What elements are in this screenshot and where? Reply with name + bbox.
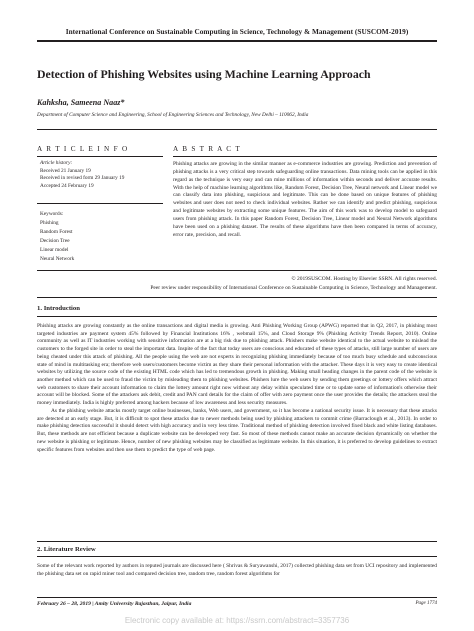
- history-accepted: Accepted 24 February 19: [40, 183, 94, 190]
- abstract-end-rule: [37, 270, 437, 271]
- peer-review-line: Peer review under responsibility of International Conference on Sustainable Computing in Science, Technology and Management.: [150, 285, 437, 291]
- footer-conference: February 26 – 28, 2019 | Amity University Rajasthan, Jaipur, India: [37, 601, 192, 607]
- footer-rule: [37, 597, 437, 598]
- keyword-item: Decision Tree: [40, 238, 70, 244]
- copyright-line: © 2019SUSCOM. Hosting by Elsevier SSRN. All rights reserved.: [291, 276, 437, 282]
- keywords-rule: [37, 203, 163, 204]
- keywords-block: [40, 210, 164, 264]
- page-number: Page 1774: [415, 601, 437, 606]
- conference-header: International Conference on Sustainable Computing in Science, Technology & Management (SUSCOM-2019): [65, 27, 409, 36]
- keyword-item: Phishing: [40, 220, 59, 226]
- introduction-heading-rule: [37, 316, 437, 317]
- intro-paragraph-1: Phishing attacks are growing constantly as the online transactions and digital media is growing. Anti Phishing Working Group (APWG) reported that in Q2, 2017, in phishing most targeted industries are payment system 45% followed by Financial Institutions 16% , webmail 15%, and Cloud Storage 9% (Phishing Activity Trends Report, 2010). Online community as well as IT industries working with sensitive information are at a big risk due to phishing attack. Phishers make website identical to the actual website to mislead the customers to the forged site in order to steal the important data. Inspite of the fact that today users are conscious and educated of these types of attacks, still large number of users are being cheated under this attack of phishing. All the people using the web are not experts in recognizing phishing immediately because of too much busy schedule and subconscious state of mind in multitasking era; therefore web users/customers become victim as they share their personal information with the attacker. These days it is very easy to create identical websites by utilizing the source code of the existing HTML code which has led to tremendous growth in phishing. Making small heading changes in the parent code of the website is another method which can be used to fraud the victim by misleading them to phishing websites. Phishers lure the web users by sending them greetings or lottery offers which attract web customers to share their account information to claim the lottery amount right now without any delay within speculated time or to update some of information's otherwise their account will be blocked. Some of the attackers ask debit, credit and PAN card details for the claim of offer with zero payment once the user provides the details; the attackers steal the money immediately. India is highly preferred among hackers because of low awareness and less security measures.: [37, 323, 437, 407]
- history-label: Article history:: [40, 160, 73, 166]
- literature-heading: 2. Literature Review: [37, 546, 96, 553]
- article-info-heading: A R T I C L E I N F O: [37, 145, 129, 153]
- paper-title: Detection of Phishing Websites using Machine Learning Approach: [37, 67, 371, 81]
- history-received: Received 21 January 19: [40, 167, 91, 174]
- ssrn-watermark: Electronic copy available at: https://ssrn.com/abstract=3357736: [124, 616, 350, 625]
- keyword-item: Linear model: [40, 247, 69, 253]
- keyword-item: Random Forest: [40, 229, 73, 235]
- introduction-heading: 1. Introduction: [37, 305, 80, 312]
- literature-body: Some of the relevant work reported by authors in reputed journals are discussed here ( Shrivas & Suryawanshi, 2017) collected phishing data set from UCI repository and implemented the phishing data set on rapid miner tool and compared decision tree, random tree, random forest algorithms for: [37, 563, 437, 577]
- abstract-rule: [173, 156, 437, 157]
- article-history: [40, 160, 164, 191]
- abstract-text: Phishing attacks are growing in the similar manner as e-commerce industries are growing. Prediction and prevention of phishing attacks is a very critical step towards safeguarding online transactions. Data mining tools can be applied in this regard as the technique is very easy and can mine millions of information within seconds and deliver accurate results. With the help of machine learning algorithms like, Random Forest, Decision Tree, Neural network and Linear model we can classify data into phishing, suspicious and legitimate. This can be done based on unique features of phishing websites and user does not need to check individual websites. Rather we can identify and predict phishing, suspicious and legitimate websites by extracting some unique features. The aim of this work was to develop model to safeguard users from phishing attack. In this paper Random Forest, Decision Tree, Linear model and Neural Network algorithms have been used on a phishing dataset. The results of these algorithms have then been compared in terms of accuracy, error rate, precision, and recall.: [173, 161, 437, 238]
- article-info-rule: [37, 156, 163, 157]
- literature-heading-rule: [37, 556, 437, 557]
- introduction-body: [37, 323, 437, 454]
- abstract-heading: A B S T R A C T: [173, 145, 242, 153]
- paper-affiliation: Department of Computer Science and Engineering, School of Engineering Sciences and Technology, New Delhi – 110062, India: [37, 112, 309, 118]
- keywords-label: Keywords:: [40, 211, 64, 217]
- literature-heading-top-rule: [37, 541, 437, 542]
- history-revised: Received in revised form 29 January 19: [40, 175, 125, 182]
- header-rule: [37, 40, 437, 42]
- keyword-item: Neural Network: [40, 256, 75, 262]
- copyright-rule: [37, 297, 437, 298]
- affiliation-rule: [37, 129, 437, 130]
- intro-paragraph-2: As the phishing website attacks mostly target online businesses, banks, Web users, and government, so it has become a national security issue. It is necessary that these attacks are detected at an early stage. But, it is difficult to spot these attacks due to newer methods being used by phishing attackers to commit crime (Barraclough et al., 2013). In order to make phishing detection successful it should detect with high accuracy and in very less time. Traditional method of phishing detection involved fixed black and white listing databases. But, these methods are not efficient because a duplicate website can be developed very fast. So most of these methods cannot make an accurate decision dynamically on whether the new website is phishing or legitimate. Hence, number of new phishing websites may be classified as legitimate website. In this situation, it is preferred to develop guidelines to extract specific features from websites and then use them to predict the type of web page.: [37, 407, 437, 453]
- paper-authors: Kahksha, Sameena Naaz*: [37, 98, 125, 107]
